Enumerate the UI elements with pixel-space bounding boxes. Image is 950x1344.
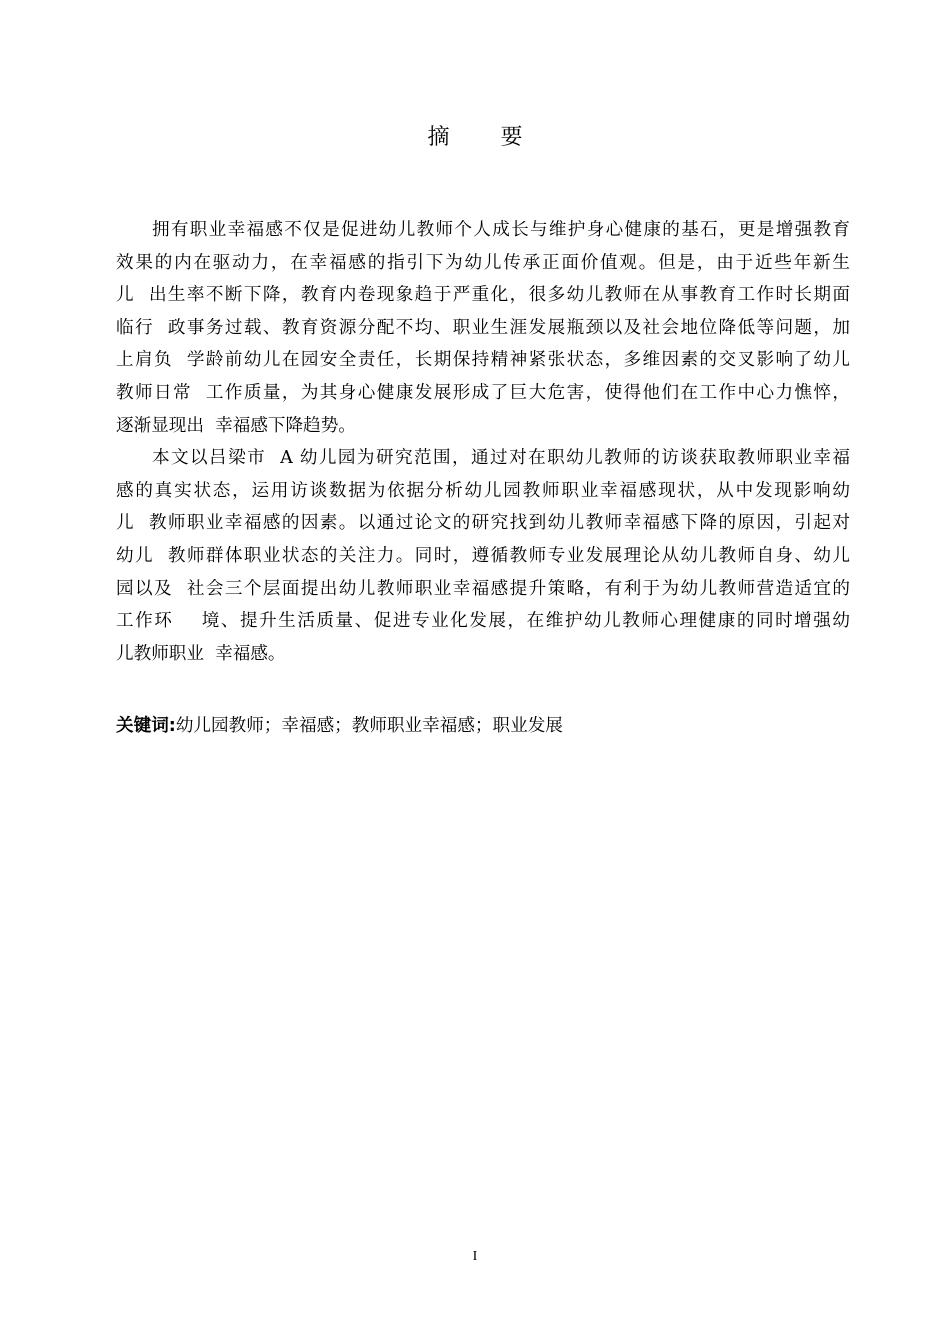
paragraph-line: 感的真实状态，运用访谈数据为依据分析幼儿园教师职业幸福感现状，从中发现影响幼 (116, 480, 850, 501)
keywords-label: 关键词: (116, 716, 176, 736)
paragraph-line: 本文以吕梁市 A 幼儿园为研究范围，通过对在职幼儿教师的访谈获取教师职业幸福 (152, 448, 850, 469)
paragraph-line: 工作环 境、提升生活质量、促进专业化发展，在维护幼儿教师心理健康的同时增强幼 (116, 611, 850, 632)
paragraph-line: 临行 政事务过载、教育资源分配不均、职业生涯发展瓶颈以及社会地位降低等问题，加 (116, 317, 850, 338)
paragraph-line: 逐渐显现出 幸福感下降趋势。 (116, 415, 356, 436)
paragraph (116, 214, 850, 442)
keywords-value: 幼儿园教师；幸福感；教师职业幸福感；职业发展 (175, 716, 563, 736)
paragraph-line: 效果的内在驱动力，在幸福感的指引下为幼儿传承正面价值观。但是，由于近些年新生 (116, 252, 850, 273)
paragraph-line: 园以及 社会三个层面提出幼儿教师职业幸福感提升策略，有利于为幼儿教师营造适宜的 (116, 578, 850, 599)
paragraph-line: 上肩负 学龄前幼儿在园安全责任，长期保持精神紧张状态，多维因素的交叉影响了幼儿 (116, 350, 850, 371)
page-number: I (472, 1249, 478, 1264)
page-title: 摘 要 (427, 125, 545, 150)
keywords (116, 711, 850, 741)
abstract-body (116, 214, 850, 670)
paragraph (116, 442, 850, 670)
paragraph-line: 儿 教师职业幸福感的因素。以通过论文的研究找到幼儿教师幸福感下降的原因，引起对 (116, 513, 850, 534)
paragraph-line: 儿教师职业 幸福感。 (116, 643, 286, 664)
paragraph-line: 幼儿 教师群体职业状态的关注力。同时，遵循教师专业发展理论从幼儿教师自身、幼儿 (116, 545, 850, 566)
paragraph-line: 拥有职业幸福感不仅是促进幼儿教师个人成长与维护身心健康的基石，更是增强教育 (152, 220, 850, 240)
paragraph-line: 儿 出生率不断下降，教育内卷现象趋于严重化，很多幼儿教师在从事教育工作时长期面 (116, 285, 850, 306)
paragraph-line: 教师日常 工作质量，为其身心健康发展形成了巨大危害，使得他们在工作中心力憔悴， (116, 382, 850, 403)
